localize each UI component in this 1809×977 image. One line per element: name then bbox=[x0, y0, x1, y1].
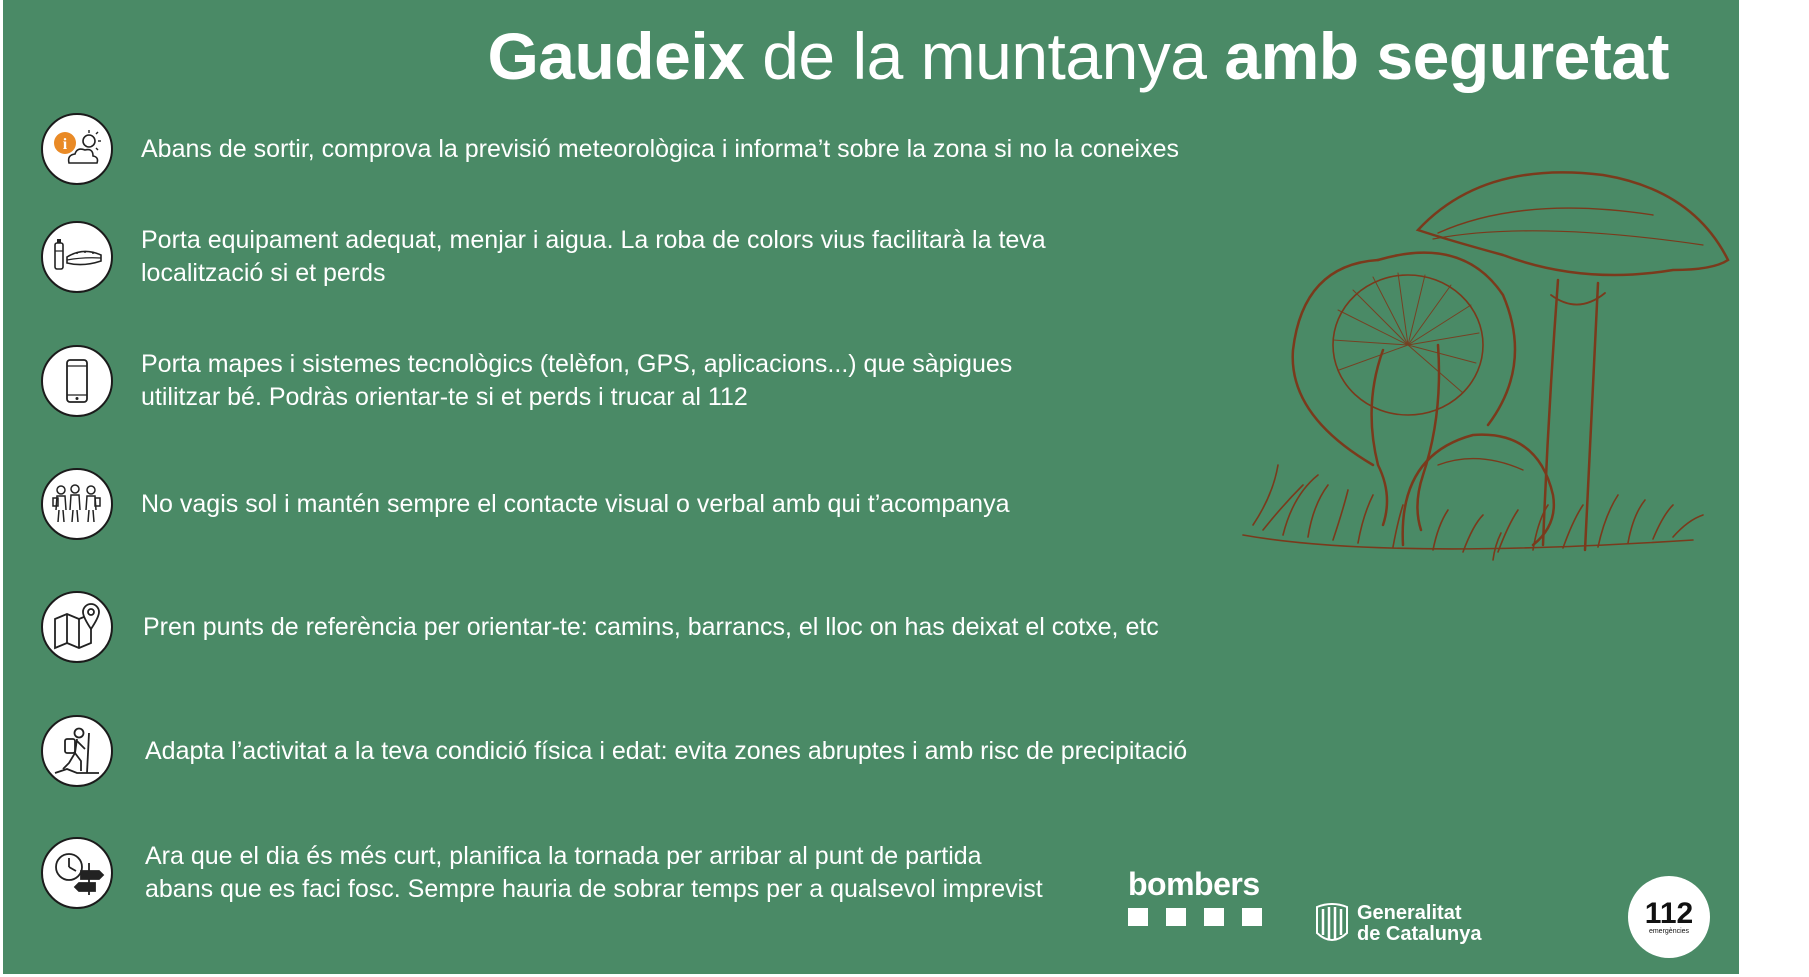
hikers-group-icon bbox=[41, 468, 113, 540]
tip-line: Porta equipament adequat, menjar i aigua. La roba de colors vius facilitarà la teva bbox=[141, 226, 1046, 254]
clock-signpost-icon bbox=[41, 837, 113, 909]
weather-info-icon bbox=[41, 113, 113, 185]
tip-line: utilitzar bé. Podràs orientar-te si et perds i trucar al 112 bbox=[141, 383, 748, 411]
tip-line: localització si et perds bbox=[141, 259, 386, 287]
bombers-wordmark: bombers bbox=[1128, 866, 1260, 902]
tip-text bbox=[141, 133, 1179, 166]
emergency-number: 112 bbox=[1644, 896, 1694, 930]
generalitat-logo bbox=[1315, 903, 1481, 945]
tip-line: Porta mapes i sistemes tecnològics (telèfon, GPS, aplicacions...) que sàpigues bbox=[141, 350, 1013, 378]
square bbox=[1166, 908, 1186, 926]
tip-line: Ara que el dia és més curt, planifica la tornada per arribar al punt de partida bbox=[145, 842, 982, 870]
generalitat-emblem-icon bbox=[1315, 903, 1349, 945]
bombers-squares bbox=[1128, 908, 1262, 926]
tip-text bbox=[145, 840, 1043, 906]
food-water-icon bbox=[41, 221, 113, 293]
map-pin-icon bbox=[41, 591, 113, 663]
square bbox=[1128, 908, 1148, 926]
tip-line: No vagis sol i mantén sempre el contacte visual o verbal amb qui t’acompanya bbox=[141, 489, 1010, 518]
tip-technology bbox=[41, 345, 1012, 417]
tip-text bbox=[143, 611, 1159, 644]
generalitat-line2: de Catalunya bbox=[1357, 923, 1482, 945]
bombers-logo bbox=[1128, 868, 1262, 926]
tip-company bbox=[41, 468, 1010, 540]
tip-physical-condition bbox=[41, 715, 1187, 787]
smartphone-icon bbox=[41, 345, 113, 417]
mushroom-illustration bbox=[1233, 165, 1733, 665]
tip-text bbox=[141, 348, 1012, 414]
tip-equipment bbox=[41, 221, 1046, 293]
page-title bbox=[487, 18, 1669, 94]
hiker-icon bbox=[41, 715, 113, 787]
title-middle: de la muntanya bbox=[744, 19, 1225, 93]
tip-text bbox=[141, 488, 1010, 521]
tip-line: Abans de sortir, comprova la previsió meteorològica i informa’t sobre la zona si no la coneixes bbox=[141, 134, 1180, 163]
tip-reference-points bbox=[41, 591, 1159, 663]
title-bold-start: Gaudeix bbox=[487, 19, 745, 93]
title-bold-end: amb seguretat bbox=[1224, 19, 1669, 93]
emergency-112-logo bbox=[1628, 876, 1710, 958]
generalitat-line1: Generalitat bbox=[1357, 902, 1462, 924]
square bbox=[1204, 908, 1224, 926]
tip-line: Pren punts de referència per orientar-te: camins, barrancs, el lloc on has deixat el cotxe, etc bbox=[143, 612, 1159, 641]
svg-text:i: i bbox=[62, 136, 68, 153]
emergency-label: emergències bbox=[1648, 927, 1690, 935]
tip-text bbox=[141, 224, 1046, 290]
square bbox=[1242, 908, 1262, 926]
tip-daylight bbox=[41, 837, 1043, 909]
tip-line: Adapta l’activitat a la teva condició física i edat: evita zones abruptes i amb risc de precipitació bbox=[145, 736, 1188, 765]
infographic-panel bbox=[3, 0, 1739, 974]
tip-text bbox=[145, 735, 1187, 768]
tip-line: abans que es faci fosc. Sempre hauria de sobrar temps per a qualsevol imprevist bbox=[145, 875, 1043, 903]
tip-weather bbox=[41, 113, 1179, 185]
